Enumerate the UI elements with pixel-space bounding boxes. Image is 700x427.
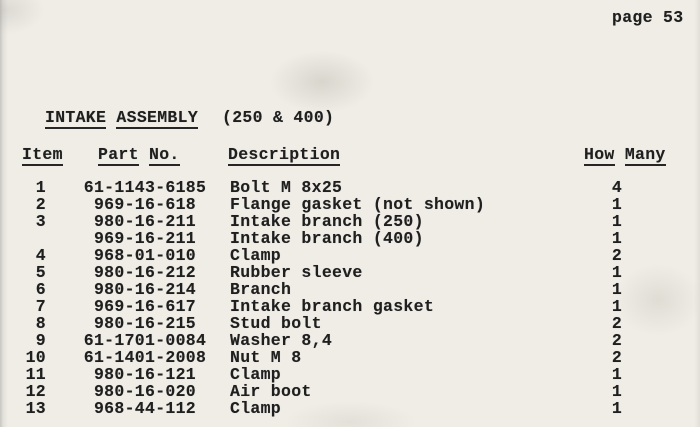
table-row [0,298,700,315]
quantity-cell: 2 [611,245,623,265]
quantity-cell: 4 [611,177,623,197]
table-row [0,247,700,264]
part-number-cell: 980-16-215 [93,313,197,333]
item-number-cell: 5 [35,262,46,282]
part-number-cell: 980-16-020 [93,381,197,401]
description-cell: Rubber sleeve [230,262,363,282]
item-number-cell: 9 [35,330,46,350]
quantity-cell: 2 [611,313,623,333]
quantity-cell: 1 [611,194,623,214]
description-cell: Flange gasket (not shown) [230,194,486,214]
part-number-cell: 968-01-010 [93,245,197,265]
part-number-cell: 61-1143-6185 [83,177,207,197]
column-header-item: Item [22,144,63,164]
description-cell: Intake branch (400) [230,228,424,248]
table-row [0,332,700,349]
quantity-cell: 1 [611,398,623,418]
item-number-cell: 13 [25,398,46,418]
quantity-cell: 1 [611,262,623,282]
table-row [0,179,700,196]
part-number-cell: 969-16-211 [93,228,197,248]
table-row [0,230,700,247]
description-cell: Clamp [230,398,282,418]
page-number: page 53 [612,7,684,27]
table-body [0,179,700,417]
description-cell: Branch [230,279,292,299]
item-number-cell: 3 [35,211,46,231]
item-number-cell: 10 [25,347,46,367]
page-title: INTAKE ASSEMBLY [45,107,199,127]
part-number-cell: 969-16-617 [93,296,197,316]
part-number-cell: 61-1401-2008 [83,347,207,367]
quantity-cell: 1 [611,228,623,248]
part-number-cell: 61-1701-0084 [83,330,207,350]
table-row [0,281,700,298]
item-number-cell: 12 [25,381,46,401]
quantity-cell: 2 [611,330,623,350]
quantity-cell: 2 [611,347,623,367]
table-row [0,213,700,230]
quantity-cell: 1 [611,279,623,299]
part-number-cell: 980-16-121 [93,364,197,384]
part-number-cell: 980-16-214 [93,279,197,299]
item-number-cell: 7 [35,296,46,316]
part-number-cell: 980-16-211 [93,211,197,231]
table-row [0,315,700,332]
description-cell: Bolt M 8x25 [230,177,343,197]
table-row [0,349,700,366]
table-row [0,196,700,213]
table-row [0,366,700,383]
quantity-cell: 1 [611,296,623,316]
item-number-cell: 6 [35,279,46,299]
item-number-cell: 1 [35,177,46,197]
page-title-suffix: (250 & 400) [222,107,335,127]
description-cell: Washer 8,4 [230,330,333,350]
column-header-description: Description [228,144,341,164]
description-cell: Air boot [230,381,312,401]
item-number-cell: 4 [35,245,46,265]
item-number-cell: 2 [35,194,46,214]
quantity-cell: 1 [611,381,623,401]
table-row [0,264,700,281]
table-row [0,400,700,417]
part-number-cell: 980-16-212 [93,262,197,282]
column-header-part-no: Part No. [98,144,180,164]
item-number-cell: 8 [35,313,46,333]
quantity-cell: 1 [611,364,623,384]
description-cell: Intake branch gasket [230,296,435,316]
item-number-cell: 11 [25,364,46,384]
description-cell: Stud bolt [230,313,322,333]
description-cell: Clamp [230,364,282,384]
part-number-cell: 969-16-618 [93,194,197,214]
table-row [0,383,700,400]
description-cell: Intake branch (250) [230,211,424,231]
part-number-cell: 968-44-112 [93,398,197,418]
column-header-how-many: How Many [584,144,666,164]
quantity-cell: 1 [611,211,623,231]
description-cell: Nut M 8 [230,347,302,367]
description-cell: Clamp [230,245,282,265]
